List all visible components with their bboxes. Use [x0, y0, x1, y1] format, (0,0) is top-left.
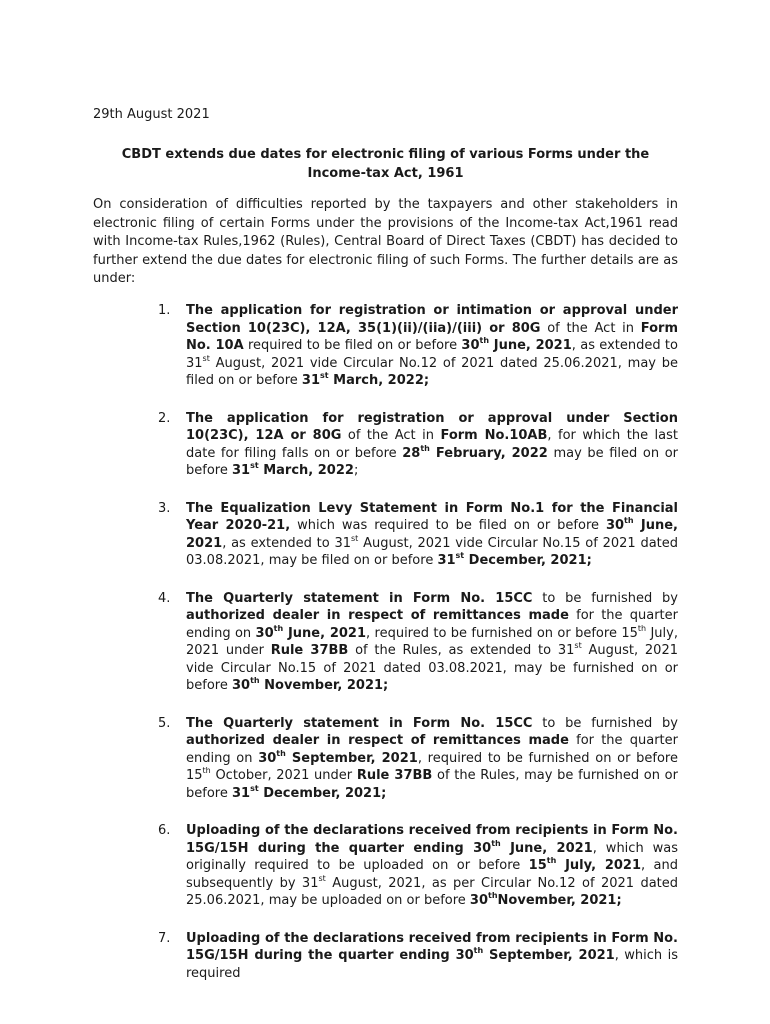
text-run: December, 2021; — [258, 785, 387, 801]
list-item-text — [186, 823, 678, 908]
list-item-number: 4. — [158, 590, 171, 606]
list-item — [158, 302, 678, 390]
text-run: The application for registration or approval under Section 10(23C), 12A or 80G — [186, 410, 678, 443]
ordinal-suffix: th — [473, 946, 484, 955]
list-item-text — [186, 591, 678, 694]
list-item-number: 3. — [158, 500, 171, 516]
text-run: July, 2021 — [556, 858, 642, 873]
press-release-date: 29th August 2021 — [93, 107, 210, 122]
list-item — [158, 590, 678, 695]
due-date-list — [158, 302, 678, 1002]
ordinal-suffix: th — [624, 516, 634, 525]
text-run: Form No. 10A — [186, 320, 678, 353]
text-run: for the quarter ending on — [186, 733, 678, 766]
text-run: June, 2021 — [500, 840, 593, 856]
ordinal-suffix: st — [574, 641, 582, 650]
list-item-number: 7. — [158, 930, 171, 946]
list-item — [158, 715, 678, 803]
text-run: June, 2021 — [186, 518, 678, 551]
text-run: , required to be furnished on or before 15 — [186, 750, 678, 783]
text-run: ; — [353, 463, 359, 478]
text-run: , which was originally required to be uploaded on or before — [186, 840, 679, 873]
text-run: December, 2021; — [464, 553, 592, 568]
list-item — [158, 822, 678, 910]
text-run: may be filed on or before — [186, 445, 679, 478]
text-run: 28 — [402, 445, 421, 461]
text-run: authorized dealer in respect of remittances made — [186, 733, 569, 748]
ordinal-suffix: th — [546, 856, 557, 865]
text-run: Uploading of the declarations received from recipients in Form No. 15G/15H during the quarter ending 30 — [186, 823, 678, 856]
text-run: September, 2021 — [483, 948, 615, 963]
text-run: for the quarter ending on — [186, 608, 678, 641]
ordinal-suffix: st — [202, 353, 210, 363]
ordinal-suffix: st — [250, 461, 259, 470]
text-run: The Quarterly statement in Form No. 15CC — [186, 715, 533, 731]
text-run: , and subsequently by 31 — [186, 858, 678, 891]
text-run: , which is required — [186, 948, 678, 981]
ordinal-suffix: th — [273, 623, 284, 633]
intro-paragraph: On consideration of difficulties reported by the taxpayers and other stakeholders in electronic filing of certain Forms under the provisions of the Income-tax Act,1961 read with Income-tax Rules,1962 (Rules), Central Board of Direct Taxes (CBDT) has decided to further extend the due dates for electronic filing of such Forms. The further details are as under: — [93, 197, 678, 286]
text-run: which was required to be filed on or before — [290, 518, 606, 533]
text-run: Uploading of the declarations received from recipients in Form No. 15G/15H during the quarter ending 30 — [186, 930, 678, 963]
text-run: required to be filed on or before — [243, 338, 462, 353]
list-item-text — [186, 931, 678, 981]
text-run: The application for registration or intimation or approval under Section 10(23C), 12A, 35(1)(ii)/(iia)/(iii) or 80G — [186, 303, 678, 336]
list-item-text — [186, 501, 678, 569]
text-run: February, 2022 — [429, 445, 548, 461]
ordinal-suffix: th — [637, 623, 647, 633]
text-run: 30 — [231, 678, 251, 693]
text-run: November, 2021; — [497, 893, 622, 908]
list-item-text — [186, 411, 678, 479]
text-run: to be furnished by — [532, 715, 679, 731]
text-run: Rule 37BB — [356, 768, 433, 783]
ordinal-suffix: st — [250, 783, 259, 793]
list-item-text — [186, 303, 678, 388]
text-run: of the Act in — [540, 320, 641, 336]
text-run: 31 — [231, 785, 251, 801]
text-run: 15 — [528, 858, 547, 873]
ordinal-suffix: th — [276, 748, 286, 758]
ordinal-suffix: th — [250, 676, 260, 685]
text-run: June, 2021 — [283, 625, 367, 641]
text-run: of the Rules, as extended to 31 — [348, 643, 575, 658]
text-run: August, 2021, as per Circular No.12 of 2021 dated 25.06.2021, may be uploaded on or before — [186, 875, 679, 908]
text-run: 30 — [258, 750, 277, 766]
text-run: 31 — [231, 463, 251, 478]
ordinal-suffix: st — [455, 551, 465, 560]
text-run: March, 2022; — [328, 373, 430, 388]
list-item — [158, 930, 678, 983]
ordinal-suffix: th — [491, 838, 501, 848]
text-run: 30 — [461, 338, 480, 353]
ordinal-suffix: th — [202, 766, 211, 775]
list-item-text — [186, 716, 678, 801]
ordinal-suffix: th — [488, 891, 498, 900]
text-run: authorized dealer in respect of remittances made — [186, 608, 569, 623]
ordinal-suffix: st — [320, 371, 329, 380]
list-item-number: 1. — [158, 303, 171, 318]
text-run: 30 — [255, 625, 274, 641]
ordinal-suffix: st — [351, 533, 359, 543]
text-run: August, 2021 vide Circular No.15 of 2021 dated 03.08.2021, may be filed on or before — [186, 535, 679, 568]
text-run: Form No.10AB — [440, 428, 548, 443]
text-run: March, 2022 — [258, 463, 354, 478]
text-run: July, 2021 under — [186, 625, 678, 658]
ordinal-suffix: st — [318, 873, 326, 883]
list-item — [158, 500, 678, 570]
ordinal-suffix: th — [420, 443, 430, 453]
list-item — [158, 410, 678, 480]
text-run: Rule 37BB — [270, 643, 349, 658]
text-run: November, 2021; — [259, 678, 389, 693]
text-run: August, 2021 vide Circular No.15 of 2021 dated 03.08.2021, may be furnished on or before — [186, 643, 678, 693]
text-run: June, 2021 — [489, 338, 572, 353]
text-run: to be furnished by — [532, 590, 679, 606]
text-run: 31 — [437, 553, 456, 568]
list-item-number: 5. — [158, 715, 171, 731]
text-run: 31 — [301, 373, 321, 388]
text-run: October, 2021 under — [210, 768, 357, 783]
list-item-number: 2. — [158, 410, 171, 426]
text-run: , as extended to 31 — [186, 338, 678, 371]
text-run: August, 2021 vide Circular No.12 of 2021 dated 25.06.2021, may be filed on or before — [186, 355, 678, 388]
text-run: of the Rules, may be furnished on or before — [186, 768, 678, 801]
ordinal-suffix: th — [479, 336, 490, 345]
text-run: The Equalization Levy Statement in Form No.1 for the Financial Year 2020-21, — [186, 500, 678, 533]
text-run: , required to be furnished on or before 15 — [366, 625, 638, 641]
text-run: September, 2021 — [285, 750, 418, 766]
text-run: 30 — [469, 893, 489, 908]
press-release-title: CBDT extends due dates for electronic filing of various Forms under the Income-tax Act, 1961 — [121, 147, 650, 181]
text-run: The Quarterly statement in Form No. 15CC — [186, 590, 533, 606]
list-item-number: 6. — [158, 823, 171, 838]
text-run: of the Act in — [341, 428, 441, 443]
text-run: , for which the last date for filing falls on or before — [186, 428, 678, 461]
text-run: , as extended to 31 — [222, 535, 351, 551]
text-run: 30 — [605, 518, 625, 533]
